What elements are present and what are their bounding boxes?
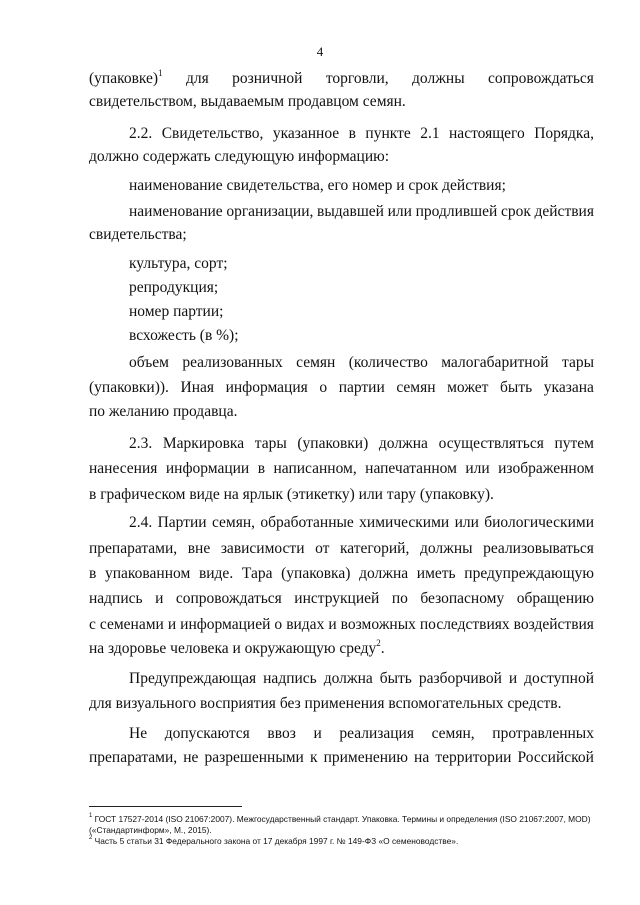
word: виде. — [198, 565, 234, 582]
text-line-9: репродукция; — [129, 279, 219, 296]
word: Партии — [157, 514, 207, 531]
word: применению — [323, 749, 408, 766]
word: о — [274, 616, 283, 633]
word: Предупреждающая — [129, 670, 257, 687]
text-line-11: всхожесть (в %); — [129, 327, 239, 344]
word: Тара — [241, 565, 273, 582]
word: Российской — [517, 749, 594, 766]
text-line-16 — [89, 459, 594, 479]
word: надпись — [263, 670, 317, 687]
word: быть — [379, 670, 412, 687]
word: может — [447, 379, 489, 396]
text-line-10: номер партии; — [129, 303, 224, 320]
word: предупреждающую — [464, 565, 594, 582]
word: в — [348, 125, 356, 142]
word: сопровождаться — [175, 590, 282, 607]
word: Свидетельство, — [161, 125, 264, 142]
word: выдавшей — [317, 203, 384, 220]
word: сопровождаться — [488, 70, 594, 87]
word: безопасному — [420, 590, 505, 607]
text-line-23 — [89, 639, 640, 659]
word: наименование — [129, 203, 223, 220]
word: инструкцией — [294, 590, 380, 607]
word: действия — [534, 203, 594, 220]
text-line-8: культура, сорт; — [129, 255, 228, 272]
footnote-1 — [89, 814, 609, 824]
footnote-2 — [89, 836, 609, 846]
word: 2.4. — [129, 514, 153, 531]
word: должна — [378, 435, 428, 452]
word: зависимости — [220, 540, 305, 557]
word: настоящего — [449, 125, 525, 142]
word: написанном, — [273, 460, 357, 477]
word: препаратами, — [89, 749, 178, 766]
word: с — [89, 616, 96, 633]
word: семян — [296, 354, 336, 371]
word: или — [387, 203, 412, 220]
word: к — [309, 749, 318, 766]
text-line-3 — [129, 124, 594, 144]
word: видах — [286, 616, 325, 633]
text-line-19 — [89, 539, 594, 559]
word: протравленных — [492, 725, 594, 742]
word: семян — [396, 379, 436, 396]
text-line-23-end: . — [380, 640, 385, 657]
text-line-2: свидетельством, выдаваемым продавцом семян. — [89, 93, 406, 110]
word: тары — [561, 354, 594, 371]
word: реализовываться — [483, 540, 594, 557]
word: упакованном — [105, 565, 191, 582]
text-line-27 — [89, 748, 594, 768]
word: от — [315, 540, 330, 557]
footnote-1-text: ГОСТ 17527-2014 (ISO 21067:2007). Межгосударственный стандарт. Упаковка. Термины и определения (ISO 21067:2007, MOD) — [92, 814, 591, 824]
word: доступной — [524, 670, 594, 687]
word: для — [185, 70, 209, 87]
text-line-18 — [129, 513, 594, 533]
word: Маркировка — [162, 435, 245, 452]
text-line-24 — [129, 669, 594, 689]
word: должна — [323, 670, 373, 687]
word: семян, — [211, 514, 256, 531]
word: категорий, — [339, 540, 410, 557]
text-line-12 — [129, 353, 594, 373]
text-line-15 — [129, 434, 594, 454]
word: продлившей — [415, 203, 498, 220]
word: информацией — [180, 616, 271, 633]
page-number: 4 — [316, 44, 324, 59]
word: (упаковки)). — [89, 379, 169, 396]
word: 2.2. — [129, 125, 153, 142]
word: возможных — [340, 616, 416, 633]
word: реализация — [339, 725, 414, 742]
text-line-7: свидетельства; — [89, 226, 187, 243]
word: семенами — [99, 616, 164, 633]
word: и — [328, 616, 337, 633]
word: и — [313, 725, 322, 742]
word: в — [257, 460, 266, 477]
word: (упаковка) — [281, 565, 351, 582]
word: разрешенными — [204, 749, 304, 766]
word: территории — [435, 749, 512, 766]
word: указана — [543, 379, 594, 396]
text-line-25: для визуального восприятия без применения вспомогательных средств. — [89, 695, 562, 712]
word: срок — [500, 203, 531, 220]
word: быть — [500, 379, 533, 396]
text-line-20 — [89, 564, 594, 584]
word: обработанные — [260, 514, 354, 531]
word: химическими — [359, 514, 450, 531]
word: (упаковки) — [297, 435, 369, 452]
footnote-1-marker: 1 — [89, 813, 93, 820]
word: напечатанном — [365, 460, 457, 477]
word: воздействия — [513, 616, 594, 633]
word: пункте — [365, 125, 411, 142]
word: по — [391, 590, 408, 607]
text-line-22 — [89, 615, 594, 635]
word: о — [319, 379, 328, 396]
word: Не — [129, 725, 148, 742]
text-line-26 — [129, 724, 594, 744]
footnote-1-continued: («Стандартинформ», М., 2015). — [89, 825, 212, 835]
text-line-17: в графическом виде на ярлык (этикетку) или тару (упаковку). — [89, 486, 494, 503]
word: малогабаритной — [441, 354, 549, 371]
footnote-ref-1: 1 — [158, 67, 163, 78]
word: иметь — [416, 565, 456, 582]
word: или — [454, 514, 479, 531]
word: указанное — [272, 125, 340, 142]
footnote-2-text: Часть 5 статьи 31 Федерального закона от 17 декабря 1997 г. № 149-ФЗ «О семеноводстве». — [92, 836, 459, 846]
text-line-21 — [89, 589, 594, 609]
word: реализованных — [182, 354, 283, 371]
word: организации, — [226, 203, 314, 220]
word: (упаковке)$^1$ — [89, 67, 163, 87]
word: препаратами, — [89, 540, 178, 557]
word: ввоз — [267, 725, 296, 742]
word: тары — [254, 435, 287, 452]
word: и — [508, 670, 518, 687]
word: изображенном — [498, 460, 594, 477]
word: (количество — [348, 354, 428, 371]
word: должны — [412, 70, 465, 87]
word: надпись — [89, 590, 143, 607]
word: торговли, — [325, 70, 389, 87]
text-line-6 — [129, 202, 594, 222]
word: семян, — [431, 725, 475, 742]
word: должны — [419, 540, 473, 557]
word: и — [167, 616, 177, 633]
word: должна — [359, 565, 409, 582]
text-line-4: должно содержать следующую информацию: — [89, 148, 390, 165]
word: информация — [225, 379, 308, 396]
word: информации — [165, 460, 250, 477]
text-line-23-text: на здоровье человека и окружающую среду — [89, 640, 377, 657]
word: биологическими — [484, 514, 594, 531]
footnote-ref-2: 2 — [376, 637, 381, 648]
footnote-separator — [89, 806, 242, 807]
word: разборчивой — [418, 670, 502, 687]
footnote-2-marker: 2 — [89, 835, 93, 842]
word: обращению — [516, 590, 594, 607]
word: Иная — [180, 379, 214, 396]
word: в — [89, 565, 97, 582]
word: розничной — [232, 70, 303, 87]
text-line-13 — [89, 378, 594, 398]
word: и — [155, 590, 164, 607]
word: последствиях — [419, 616, 510, 633]
text-line-5: наименование свидетельства, его номер и срок действия; — [129, 177, 506, 194]
word: 2.3. — [129, 435, 153, 452]
word: осуществляться — [438, 435, 544, 452]
word: нанесения — [89, 460, 158, 477]
word: Порядка, — [534, 125, 594, 142]
word: объем — [129, 354, 169, 371]
word: не — [183, 749, 199, 766]
word: 2.1 — [420, 125, 440, 142]
text-line-14: по желанию продавца. — [89, 403, 238, 420]
word: на — [414, 749, 430, 766]
word: допускаются — [164, 725, 250, 742]
word: или — [465, 460, 490, 477]
word: партии — [338, 379, 385, 396]
word: путем — [554, 435, 594, 452]
word: вне — [187, 540, 211, 557]
text-line-1 — [89, 69, 594, 89]
